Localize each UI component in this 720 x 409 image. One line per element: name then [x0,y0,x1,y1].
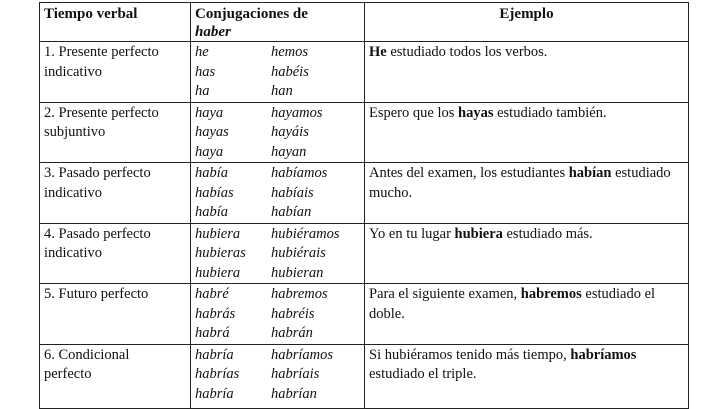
table-row [40,163,689,224]
conjugation-cell [191,223,365,284]
conjugation-cell [191,42,365,103]
table-row [40,344,689,408]
conjugation-line: hubiera hubiéramos [195,225,340,242]
conjugation-line: habías habíais [195,184,314,201]
conjugation-line: había habíamos [195,165,328,181]
conjugation-line: he hemos [195,44,309,60]
header-row [40,3,689,42]
example-cell: Yo en tu lugar hubiera estudiado más. [365,223,689,284]
conjugation-line: habrá habrán [195,325,313,341]
verb-tense-table [39,2,689,409]
example-cell: Si hubiéramos tenido más tiempo, habríamos estudiado el triple. [365,344,689,408]
example-cell: Espero que los hayas estudiado también. [365,102,689,163]
conjugation-line: habrás habréis [195,305,315,322]
conjugation-cell [191,163,365,224]
conjugation-line: ha han [195,83,293,99]
header-conjugations-verb: haber [195,24,231,40]
conjugation-line: habré habremos [195,286,328,302]
conjugation-line: hubiera hubieran [195,264,324,281]
conjugation-line: hayas hayáis [195,124,309,140]
conjugation-line: habría habrían [195,385,317,402]
tense-cell: 4. Pasado perfecto indicativo [40,223,191,284]
table-row [40,42,689,103]
conjugation-line: haya hayamos [195,104,323,121]
header-example: Ejemplo [365,3,689,42]
conjugation-cell [191,344,365,408]
conjugation-line: había habían [195,204,312,220]
conjugation-cell [191,102,365,163]
conjugation-line: haya hayan [195,143,307,160]
table-row [40,284,689,345]
header-tense: Tiempo verbal [40,3,191,42]
conjugation-line: habría habríamos [195,346,334,363]
conjugation-line: has habéis [195,63,309,80]
conjugation-line: habrías habríais [195,366,320,382]
table-row [40,102,689,163]
tense-cell: 1. Presente perfecto indicativo [40,42,191,103]
tense-cell: 5. Futuro perfecto [40,284,191,345]
tense-cell: 6. Condicional perfecto [40,344,191,408]
conjugation-line: hubieras hubiérais [195,245,326,261]
example-cell: Para el siguiente examen, habremos estudiado el doble. [365,284,689,345]
header-conjugations: Conjugaciones de haber [191,3,365,42]
example-cell: He estudiado todos los verbos. [365,42,689,103]
example-cell: Antes del examen, los estudiantes habían estudiado mucho. [365,163,689,224]
table-row [40,223,689,284]
conjugation-cell [191,284,365,345]
tense-cell: 2. Presente perfecto subjuntivo [40,102,191,163]
tense-cell: 3. Pasado perfecto indicativo [40,163,191,224]
